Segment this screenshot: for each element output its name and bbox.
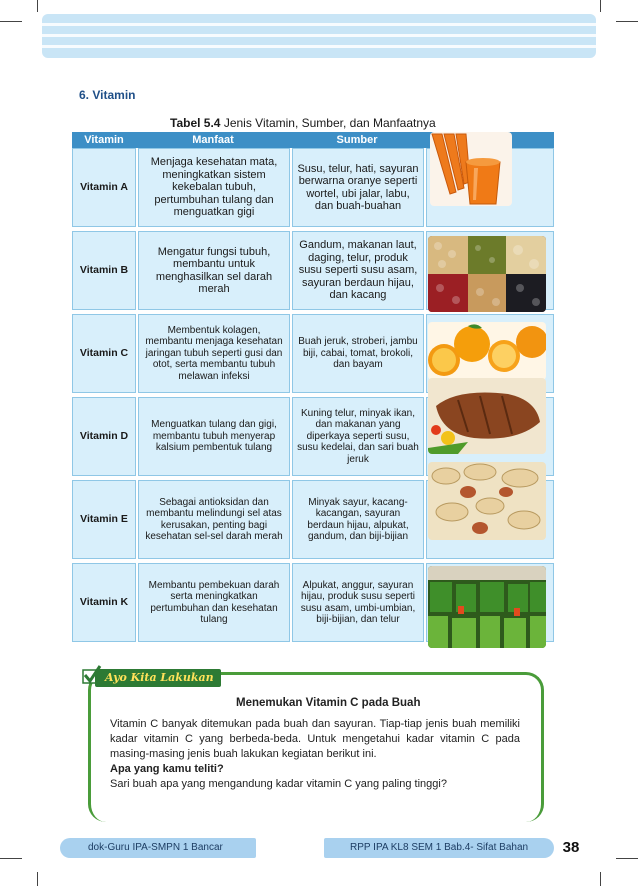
activity-text: Vitamin C banyak ditemukan pada buah dan sayuran. Tiap-tiap jenis buah memiliki kadar vitamin C yang berbeda-beda. Untuk mengetahui kadar vitamin C pada masing-masing jenis buah lakukan kegiatan berikut ini. <box>110 718 520 760</box>
crop-mark <box>0 858 22 859</box>
footer-left: dok-Guru IPA-SMPN 1 Bancar <box>60 838 256 858</box>
vitamin-source: Alpukat, anggur, sayuran hijau, produk susu seperti susu asam, umbi-umbian, biji-bijian, dan telur <box>292 563 424 642</box>
table-caption: Tabel 5.4 Jenis Vitamin, Sumber, dan Manfaatnya <box>170 116 436 130</box>
footer-right: RPP IPA KL8 SEM 1 Bab.4- Sifat Bahan <box>324 838 554 858</box>
vitamin-name: Vitamin D <box>72 397 136 476</box>
vitamin-name: Vitamin K <box>72 563 136 642</box>
vitamin-source: Kuning telur, minyak ikan, dan makanan yang diperkaya seperti susu, susu kedelai, dan sari buah jeruk <box>292 397 424 476</box>
crop-mark <box>0 21 22 22</box>
page-number: 38 <box>562 839 580 856</box>
vitamin-name: Vitamin B <box>72 231 136 310</box>
vitamin-benefit: Mengatur fungsi tubuh, membantu untuk menghasilkan sel darah merah <box>138 231 290 310</box>
grilled-fish-image <box>428 378 546 454</box>
vitamin-source: Gandum, makanan laut, daging, telur, produk susu seperti susu asam, sayuran berdaun hijau, dan kacang <box>292 231 424 310</box>
carrot-juice-image <box>430 132 512 206</box>
oranges-image <box>428 322 546 380</box>
section-title: 6. Vitamin <box>79 88 136 102</box>
vitamin-benefit: Menguatkan tulang dan gigi, membantu tubuh menyerap kalsium pembentuk tulang <box>138 397 290 476</box>
vegetables-image <box>428 566 546 648</box>
crop-mark <box>616 858 638 859</box>
vitamin-source: Buah jeruk, stroberi, jambu biji, cabai, tomat, brokoli, dan bayam <box>292 314 424 393</box>
header-vitamin: Vitamin <box>84 134 124 146</box>
vitamin-name: Vitamin E <box>72 480 136 559</box>
crop-mark <box>37 0 38 12</box>
crop-mark <box>616 21 638 22</box>
question-text: Sari buah apa yang mengandung kadar vitamin C yang paling tinggi? <box>110 778 447 790</box>
crop-mark <box>37 872 38 886</box>
header-banner <box>42 14 596 58</box>
vitamin-benefit: Sebagai antioksidan dan membantu melindungi sel atas kerusakan, penting bagi kesehatan sel-sel darah merah <box>138 480 290 559</box>
vitamin-benefit: Menjaga kesehatan mata, meningkatkan sistem kekebalan tubuh, pertumbuhan tulang dan menguatkan gigi <box>138 148 290 227</box>
vitamin-source: Minyak sayur, kacang-kacangan, sayuran berdaun hijau, alpukat, gandum, dan biji-bijian <box>292 480 424 559</box>
vitamin-source: Susu, telur, hati, sayuran berwarna oranye seperti wortel, ubi jalar, labu, dan buah-buahan <box>292 148 424 227</box>
beans-image <box>428 236 546 312</box>
crop-mark <box>600 872 601 886</box>
vitamin-benefit: Membantu pembekuan darah serta meningkatkan pertumbuhan dan kesehatan tulang <box>138 563 290 642</box>
vitamin-name: Vitamin A <box>72 148 136 227</box>
header-manfaat: Manfaat <box>192 134 234 146</box>
vitamin-name: Vitamin C <box>72 314 136 393</box>
peanuts-image <box>428 462 546 540</box>
crop-mark <box>600 0 601 12</box>
activity-title: Menemukan Vitamin C pada Buah <box>236 697 421 709</box>
activity-tab-label: Ayo Kita Lakukan <box>95 669 221 687</box>
header-sumber: Sumber <box>336 134 378 146</box>
vitamin-benefit: Membentuk kolagen, membantu menjaga kesehatan jaringan tubuh seperti gusi dan otot, serta membantu tubuh melawan infeksi <box>138 314 290 393</box>
question-heading: Apa yang kamu teliti? <box>110 763 224 775</box>
